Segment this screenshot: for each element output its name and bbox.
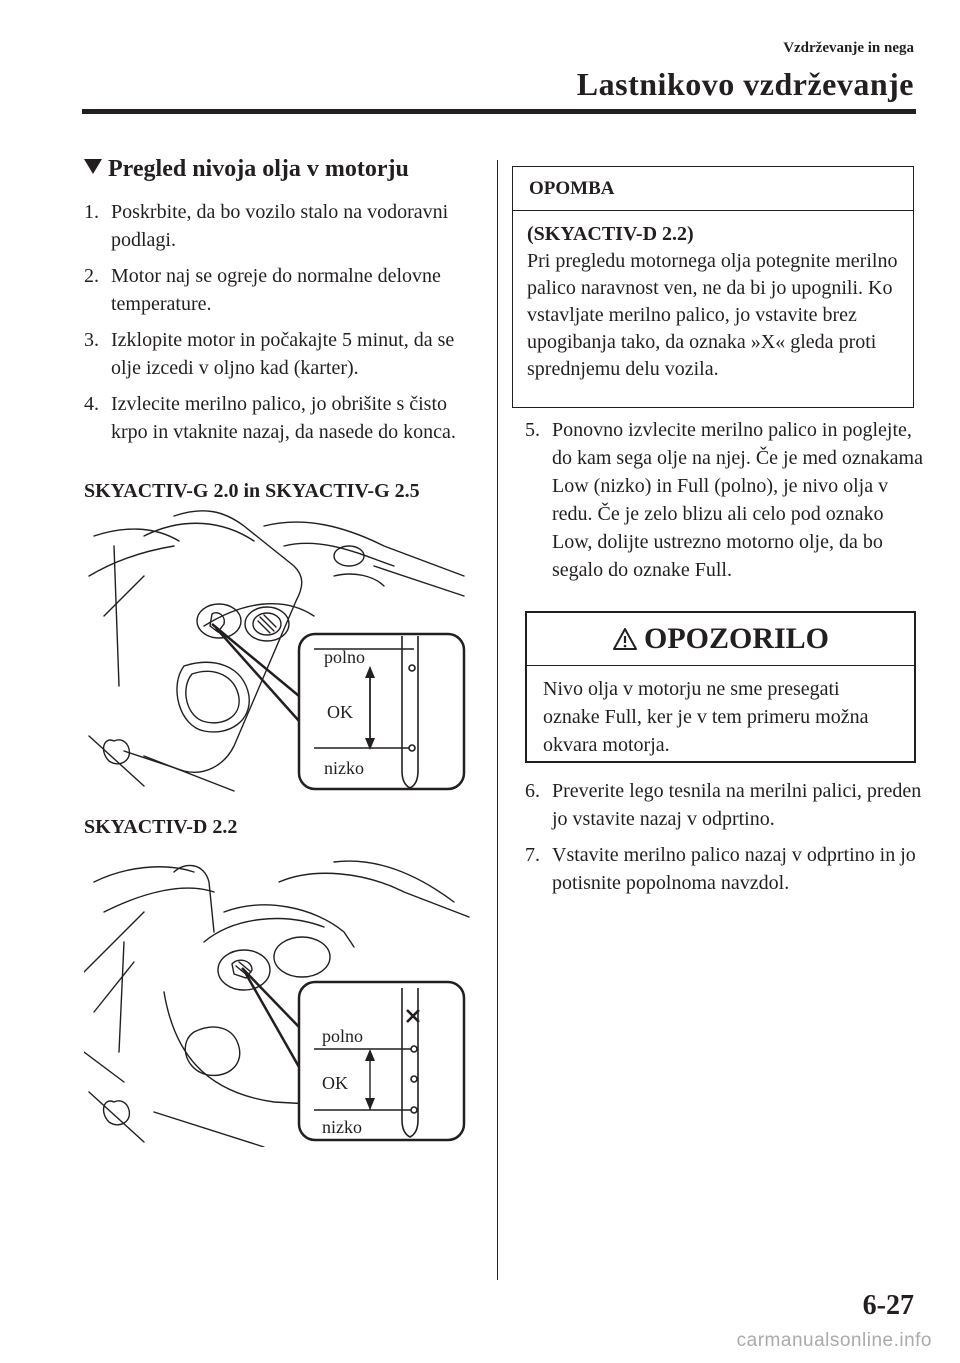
label-low: nizko bbox=[322, 1117, 362, 1137]
step-text: Izvlecite merilno palico, jo obrišite s čisto krpo in vtaknite nazaj, da nasede do konca. bbox=[111, 393, 456, 443]
header-rule bbox=[82, 109, 916, 114]
step-number: 5. bbox=[525, 419, 540, 441]
figure-title-gasoline: SKYACTIV-G 2.0 in SKYACTIV-G 2.5 bbox=[84, 480, 420, 502]
label-full: polno bbox=[324, 647, 366, 667]
step-number: 1. bbox=[84, 201, 99, 223]
engine-figure-diesel bbox=[84, 852, 474, 1147]
step-text: Izklopite motor in počakajte 5 minut, da se olje izcedi v oljno kad (karter). bbox=[111, 329, 455, 379]
label-ok: OK bbox=[322, 1073, 348, 1093]
note-body bbox=[513, 211, 913, 383]
step-number: 3. bbox=[84, 329, 99, 351]
warning-text: Nivo olja v motorju ne sme presegati oznake Full, ker je v tem primeru možna okvara motorja. bbox=[543, 678, 869, 756]
warning-box bbox=[525, 611, 916, 763]
chapter-title: Lastnikovo vzdrževanje bbox=[576, 66, 914, 102]
step-number: 2. bbox=[84, 265, 99, 287]
step-text: Poskrbite, da bo vozilo stalo na vodoravni podlagi. bbox=[111, 201, 449, 251]
step-item bbox=[525, 841, 925, 897]
watermark: carmanualsonline.info bbox=[736, 1330, 932, 1351]
step-number: 6. bbox=[525, 780, 540, 802]
section-heading-text: Pregled nivoja olja v motorju bbox=[108, 156, 409, 182]
step-item bbox=[525, 777, 925, 833]
note-box bbox=[512, 166, 914, 408]
steps-list-left bbox=[84, 198, 484, 454]
section-heading bbox=[84, 156, 409, 183]
step-item bbox=[525, 416, 925, 584]
figure-title-diesel: SKYACTIV-D 2.2 bbox=[84, 816, 238, 838]
warning-triangle-icon bbox=[612, 627, 638, 651]
step-text: Vstavite merilno palico nazaj v odprtino in jo potisnite popolnoma navzdol. bbox=[552, 844, 916, 894]
label-low: nizko bbox=[324, 758, 364, 778]
step-text: Preverite lego tesnila na merilni palici, preden jo vstavite nazaj v odprtino. bbox=[552, 780, 922, 830]
engine-figure-gasoline bbox=[84, 506, 474, 796]
note-title: OPOMBA bbox=[513, 167, 913, 211]
step-item bbox=[84, 198, 484, 254]
label-full: polno bbox=[322, 1026, 364, 1046]
column-divider bbox=[497, 160, 498, 1280]
step-number: 7. bbox=[525, 844, 540, 866]
step-item bbox=[84, 326, 484, 382]
page-number: 6-27 bbox=[862, 1290, 914, 1321]
step-5-list bbox=[525, 416, 925, 592]
triangle-bullet-icon bbox=[84, 159, 102, 174]
warning-title bbox=[527, 613, 914, 666]
note-subtitle: (SKYACTIV-D 2.2) bbox=[527, 223, 694, 245]
step-text: Ponovno izvlecite merilno palico in poglejte, do kam sega olje na njej. Če je med oznakama Low (nizko) in Full (polno), je nivo olja v redu. Če je zelo blizu ali celo pod oznako Low, dolijte ustrezno motorno olje, da bo segalo do oznake Full. bbox=[552, 419, 923, 581]
warning-title-text: OPOZORILO bbox=[643, 622, 830, 655]
step-text: Motor naj se ogreje do normalne delovne temperature. bbox=[111, 265, 441, 315]
note-text: Pri pregledu motornega olja potegnite merilno palico naravnost ven, ne da bi jo upognili. Ko vstavljate merilno palico, jo vstavite brez upogibanja tako, da oznaka »X« gleda proti sprednjemu delu vozila. bbox=[527, 250, 898, 380]
engine-illustration-diesel bbox=[84, 852, 474, 1147]
engine-illustration-gasoline bbox=[84, 506, 474, 796]
step-number: 4. bbox=[84, 393, 99, 415]
step-item bbox=[84, 390, 484, 446]
steps-list-right bbox=[525, 777, 925, 905]
label-ok: OK bbox=[327, 702, 353, 722]
step-item bbox=[84, 262, 484, 318]
section-label: Vzdrževanje in nega bbox=[783, 40, 914, 56]
